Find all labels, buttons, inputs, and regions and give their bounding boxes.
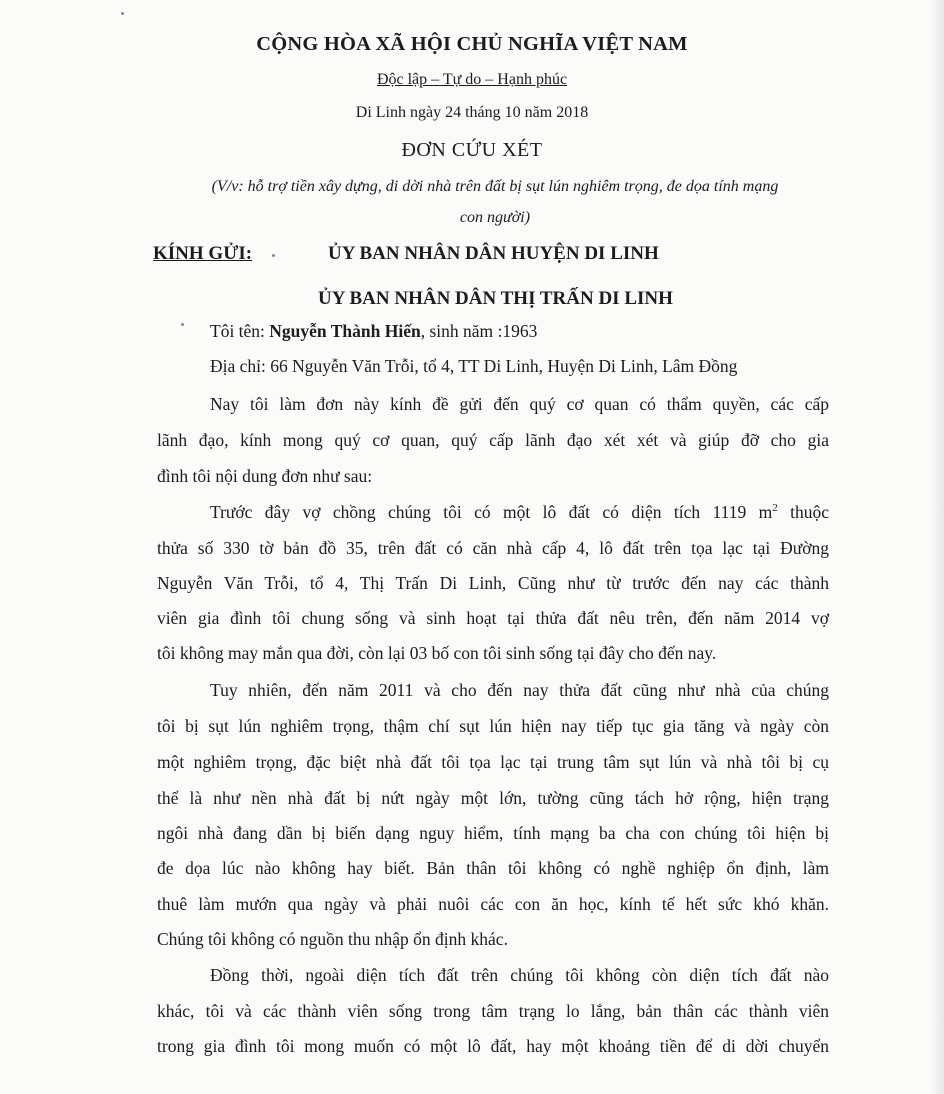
- body-line: Nguyễn Văn Trỗi, tổ 4, Thị Trấn Di Linh, Cũng như từ trước đến nay các thành: [157, 573, 829, 593]
- subject-line: con người): [459, 209, 531, 226]
- applicant-name: Nguyễn Thành Hiến: [269, 321, 421, 341]
- page-edge-shadow: [930, 0, 944, 1094]
- recipient-district: ỦY BAN NHÂN DÂN HUYỆN DI LINH: [328, 243, 659, 264]
- body-line: thuê làm mướn qua ngày và phải nuôi các con ăn học, kính tế hết sức khó khăn.: [157, 894, 829, 914]
- body-line: Nay tôi làm đơn này kính đề gửi đến quý cơ quan có thẩm quyền, các cấp: [210, 394, 829, 414]
- body-line: thửa số 330 tờ bản đồ 35, trên đất có căn nhà cấp 4, lô đất trên tọa lạc tại Đường: [157, 538, 829, 558]
- body-line: thể là như nền nhà đất bị nứt ngày một lớn, tường cũng tách hở rộng, hiện trạng: [157, 788, 829, 808]
- applicant-name-line: [210, 321, 829, 342]
- body-line: lãnh đạo, kính mong quý cơ quan, quý cấp lãnh đạo xét xét và giúp đỡ cho gia: [157, 430, 829, 450]
- subject-line: (V/v: hỗ trợ tiền xây dựng, di dời nhà trên đất bị sụt lún nghiêm trọng, đe dọa tính mạng: [211, 178, 779, 195]
- scan-speck: [272, 254, 275, 257]
- body-line: đe dọa lúc nào không hay biết. Bản thân tôi không có nghề nghiệp ổn định, làm: [157, 858, 829, 878]
- body-line: Tuy nhiên, đến năm 2011 và cho đến nay thửa đất cũng như nhà của chúng: [210, 680, 829, 700]
- body-line: Chúng tôi không có nguồn thu nhập ổn định khác.: [157, 929, 508, 949]
- body-line: ngôi nhà đang dần bị biến dạng nguy hiểm, tính mạng ba cha con chúng tôi hiện bị: [157, 823, 829, 843]
- recipient-label: KÍNH GỬI:: [153, 243, 253, 264]
- motto: Độc lập – Tự do – Hạnh phúc: [376, 71, 568, 88]
- dateline: Di Linh ngày 24 tháng 10 năm 2018: [355, 104, 589, 121]
- name-prefix: Tôi tên:: [210, 321, 270, 341]
- applicant-address: Địa chỉ: 66 Nguyễn Văn Trỗi, tổ 4, TT Di Linh, Huyện Di Linh, Lâm Đồng: [210, 356, 738, 376]
- area-text: Trước đây vợ chồng chúng tôi có một lô đất có diện tích 1119 m: [210, 502, 773, 522]
- document-title: ĐƠN CỨU XÉT: [401, 139, 543, 161]
- body-line: khác, tôi và các thành viên sống trong tâm trạng lo lắng, bản thân các thành viên: [157, 1001, 829, 1021]
- body-line: một nghiêm trọng, đặc biệt nhà đất tôi tọa lạc tại trung tâm sụt lún và nhà tôi bị cụ: [157, 752, 829, 772]
- nation-heading: CỘNG HÒA XÃ HỘI CHỦ NGHĨA VIỆT NAM: [256, 33, 688, 55]
- body-line: đình tôi nội dung đơn như sau:: [157, 466, 373, 486]
- area-unit-exponent: 2: [772, 502, 778, 515]
- area-text-end: thuộc: [777, 502, 829, 522]
- recipient-town: ỦY BAN NHÂN DÂN THỊ TRẤN DI LINH: [318, 288, 673, 309]
- body-line: tôi không may mắn qua đời, còn lại 03 bố con tôi sinh sống tại đây cho đến nay.: [157, 643, 717, 663]
- body-line: Đồng thời, ngoài diện tích đất trên chúng tôi không còn diện tích đất nào: [210, 965, 829, 985]
- name-suffix: , sinh năm :1963: [420, 321, 538, 341]
- scan-speck: [121, 12, 124, 15]
- body-line: viên gia đình tôi chung sống và sinh hoạt tại thửa đất nêu trên, đến năm 2014 vợ: [157, 608, 829, 628]
- body-line: [210, 502, 829, 523]
- body-line: tôi bị sụt lún nghiêm trọng, thậm chí sụt lún hiện nay tiếp tục gia tăng và ngày còn: [157, 716, 829, 736]
- scan-speck: [181, 323, 184, 326]
- body-line: trong gia đình tôi mong muốn có một lô đất, hay một khoảng tiền để di dời chuyển: [157, 1036, 829, 1056]
